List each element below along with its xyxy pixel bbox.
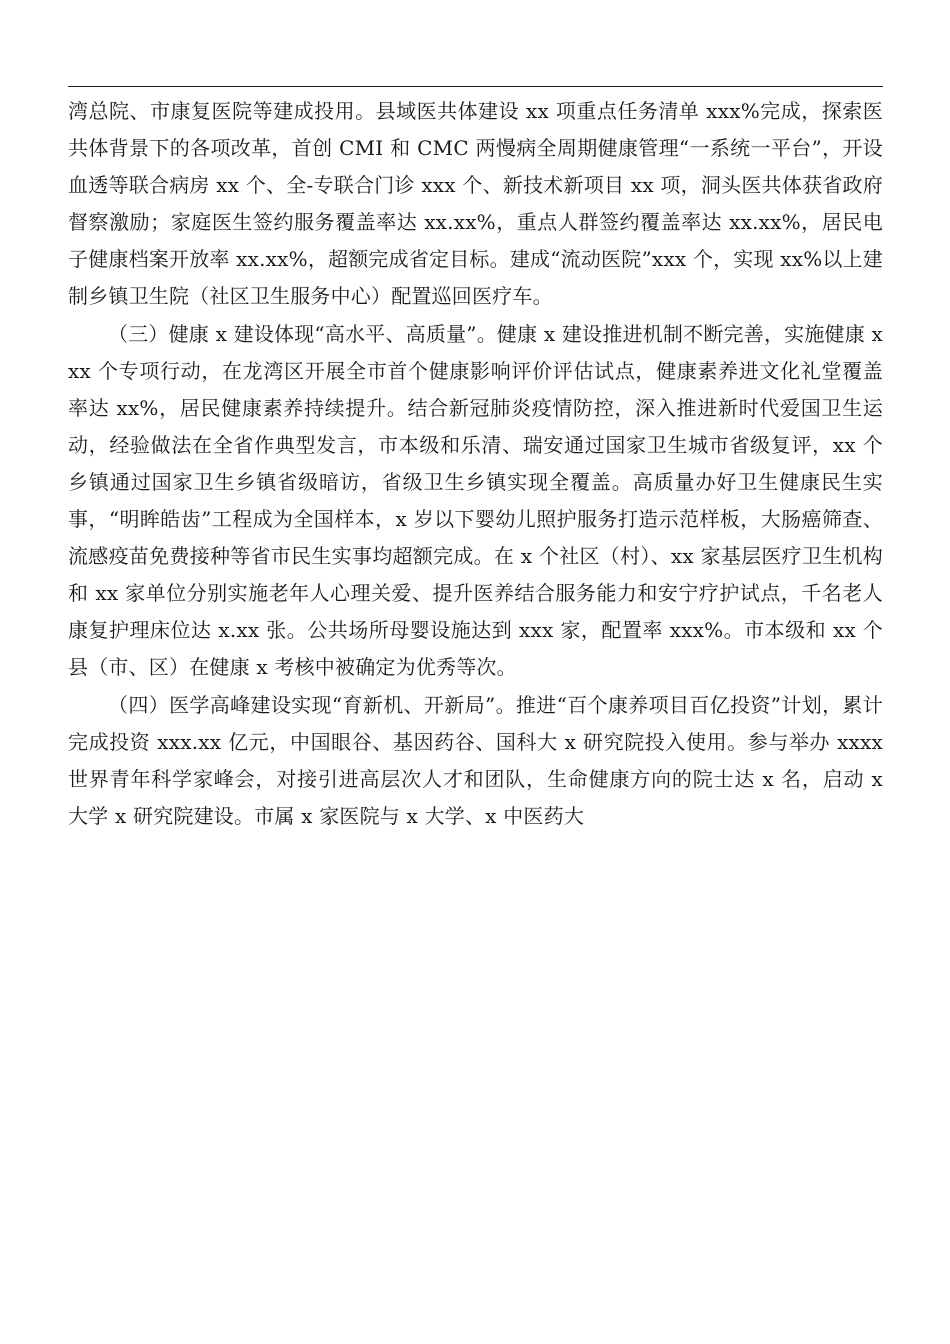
paragraph-section-four: （四）医学高峰建设实现“育新机、开新局”。推进“百个康养项目百亿投资”计划，累计完成投资 xxx.xx 亿元，中国眼谷、基因药谷、国科大 x 研究院投入使用。参与举办 xxxx 世界青年科学家峰会，对接引进高层次人才和团队，生命健康方向的院士达 x 名，启动 x 大学 x 研究院建设。市属 x 家医院与 x 大学、x 中医药大 (68, 692, 883, 828)
document-page (68, 0, 883, 1344)
paragraph-continuation: 湾总院、市康复医院等建成投用。县域医共体建设 xx 项重点任务清单 xxx%完成，探索医共体背景下的各项改革，首创 CMI 和 CMC 两慢病全周期健康管理“一系统一平台”，开设血透等联合病房 xx 个、全-专联合门诊 xxx 个、新技术新项目 xx 项，洞头医共体获省政府督察激励；家庭医生签约服务覆盖率达 xx.xx%，重点人群签约覆盖率达 xx.xx%，居民电子健康档案开放率 xx.xx%，超额完成省定目标。建成“流动医院”xxx 个，实现 xx%以上建制乡镇卫生院（社区卫生服务中心）配置巡回医疗车。 (68, 99, 883, 309)
paragraph-section-three: （三）健康 x 建设体现“高水平、高质量”。健康 x 建设推进机制不断完善，实施健康 xxx 个专项行动，在龙湾区开展全市首个健康影响评价评估试点，健康素养进文化礼堂覆盖率达 xx%，居民健康素养持续提升。结合新冠肺炎疫情防控，深入推进新时代爱国卫生运动，经验做法在全省作典型发言，市本级和乐清、瑞安通过国家卫生城市省级复评，xx 个乡镇通过国家卫生乡镇省级暗访，省级卫生乡镇实现全覆盖。高质量办好卫生健康民生实事，“明眸皓齿”工程成为全国样本，x 岁以下婴幼儿照护服务打造示范样板，大肠癌筛查、流感疫苗免费接种等省市民生实事均超额完成。在 x 个社区（村）、xx 家基层医疗卫生机构和 xx 家单位分别实施老年人心理关爱、提升医养结合服务能力和安宁疗护试点，千名老人康复护理床位达 x.xx 张。公共场所母婴设施达到 xxx 家，配置率 xxx%。市本级和 xx 个县（市、区）在健康 x 考核中被确定为优秀等次。 (68, 321, 883, 680)
header-rule (68, 86, 883, 87)
document-body (68, 93, 883, 835)
